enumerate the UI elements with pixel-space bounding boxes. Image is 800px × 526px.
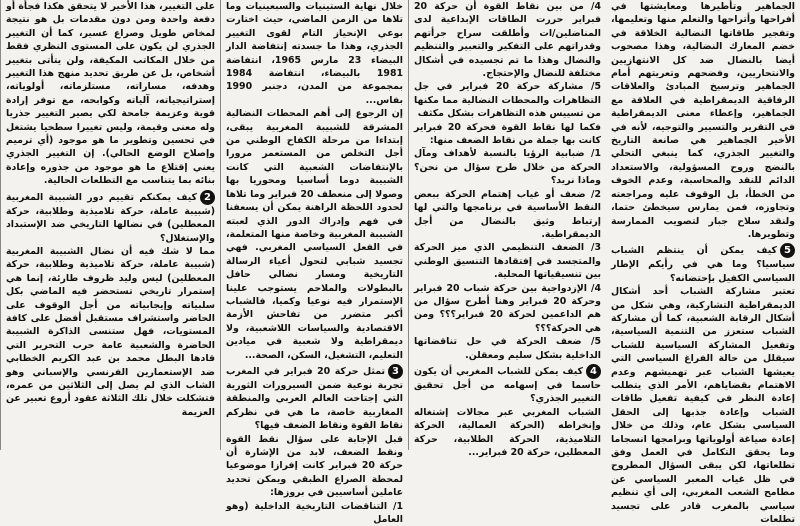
article-paragraph: مما لا شك فيه أن نضال الشبيبة المغربية (شبيبة عاملة، حركة تلاميذية وطلابية، حركة المعطلين) ليس وليد ظروف طارئة، إنما هي إستمرار تاريخي تستحضر فيه الماضي بكل سلبياته وإيجابياته من أجل الوقوف على الحاضر واستشراف مستقبل أفضل على كافة المستويات، فهل ستنسى الذاكرة الشبيبة الحاضرة والشعبية عامة حرب التحرير التي قادها البطل محمد بن عبد الكريم الخطابي ضد الإستعمارين الفرنسي والإسباني وهو الشاب الذي لم يصل إلى الثلاثين من عمره، فتشكلت خلال تلك الثلاثة عقود أروع تعبير عن العزيمة — [6, 245, 215, 418]
article-paragraph: الشباب المغربي عبر مجالات إشتغاله وإنخراطه (الحركة العمالية، الحركة التلاميذية، الحركة الطلابية، حركة المعطلين، حركة 20 فبراير... — [414, 406, 601, 458]
question-text: كيف يمكن للشباب المغربي أن يكون حاسما في إسهامه من أجل تحقيق التغيير الجذري؟ — [414, 365, 601, 405]
article-paragraph: إن الرجوع إلى أهم المحطات النضالية المشرقة للشبيبة المغربية يبقى، إبتداءا من مرحلة الكفاح الوطني من أجل التخلص من المستعمر مرورا بالإنتفاضات الشعبية التي كانت الشبيبة دوما أساسيا ومحوريا بها وصولا إلى منعطف 20 فبراير وما تلاها لحدود اللحظة الراهنة يمكن أن يسعفنا في فهم وإدراك الدور الذي لعبته الشبيبة المغربية وخاصة منها المتعلمة، في الفعل السياسي المغربي. فهي تجسيد شبابي لتحول أعياء الرسالة التاريخية ومسار نضالي حافل بالبطولات والملاحم يستوجب علينا الإستمرار فيه نوعيا وكميا، فالشباب أكبر متضرر من تفاحش الأزمة الاقتصادية والسياسات اللاشعبية، ولا ديمقراطية ولا شعبية في ميادين التعليم، التشغيل، السكن، الصحة... — [226, 108, 403, 361]
list-item: 5/ ضعف الحركة في حل تناقضاتها الداخلية بشكل سليم ومعقلن. — [414, 336, 601, 361]
article-paragraph: 4/ من بين نقاط القوة أن حركة 20 فبراير حررت الطاقات الإبداعية لدى المناضلين/ات وأطلقت سراح جرأتهم وقدراتهم على التفكير والتعبير والتنظيم والنضال وهذا ما تم تجسيده في أشكال مختلفة للنضال والإحتجاج. — [414, 1, 601, 80]
article-paragraph: على التغيير، هذا الأخير لا يتحقق هكذا فجأة أو دفعة واحدة ومن دون مقدمات بل هو نتيجة لمخاض طويل وصراع عسير، كما أن التغيير الجذري لن يكون على المستوى النظري فقط من خلال المكاتب المكيفة، ولن يتأتى بتغيير أشخاص، بل عن طريق تحديد منهج هذا التغيير وهدفه، مساراته، مستلزماته، أولوياته، إستراتيجياته، آلياته وكوابحه، مع توفر إرادة قوية وعزيمة جامحة لكي يصير التغيير جذريا وله معنى وقيمة، وليس تغييرا سطحيا يشتغل في تحسين وتطوير ما هو موجود (أي ترميم وإصلاح الوضع الحالي). إن التغيير الجذري يعني إقتلاع ما هو موجود من جذوره وإعادة بنائه بما يتناسب مع التطلعات الحالية. — [6, 1, 215, 187]
interview-question-3 — [226, 364, 403, 433]
article-paragraph: 5/ مشاركة حركة 20 فبراير في جل التظاهرات والمحطات النضالية مما مكنها من تسييس هذه التظاهرات بشكل مكثف — [414, 81, 602, 120]
question-text: كيف يمكن أن ينتظم الشباب سياسيا؟ وما هي في رأيكم الإطار السياسي الكفيل بإحتضانه؟ — [611, 245, 795, 284]
column-1 — [0, 0, 220, 450]
column-3 — [408, 0, 606, 458]
interview-question-4 — [414, 364, 601, 406]
column-4 — [606, 0, 800, 526]
article-paragraph: تعتبر مشاركة الشباب أحد أشكال الديمقراطية التشاركية، وهي شكل من أشكال الرقابة الشعبية، كما أن مشاركة الشباب ستعزز من التنمية السياسية، وتفعيل المشاركة السياسية للشباب سيقلل من حالة الفراغ السياسي التي يعيشها الشباب عبر تهميشهم وعدم الاهتمام بقضاياهم، الأمر الذي يتطلب إعادة النظر في كيفية تفعيل طاقات الشباب وإعادة جذبها إلى الحقل السياسي بشكل عام، وذلك من خلال إعادة صياغة أولوياتها وبرامجها انسجاما وما يحقق التكامل في العمل وفق تطلعاتها، لكن يبقى السؤال المطروح في ظل غياب المعبر السياسي عن مطامح الشعب المغربي، إلى أي تنظيم سياسي بالمغرب قادر على تجسيد تطلعات — [611, 286, 795, 526]
list-item: 2/ ضعف أو غياب إهتمام الحركة ببعض النقط الأساسية في برنامجها والتي لها إرتباط وثيق بالنضال من أجل الديمقراطية. — [414, 188, 601, 240]
article-paragraph: فكما لها نقاط القوة فحركة 20 فبراير كانت بها جملة من نقاط الضعف منها: — [414, 121, 601, 147]
list-item: 3/ الضعف التنظيمي الذي ميز الحركة والمتجسد في إفتقادها التنسيق الوطني بين تنسيقياتها المحلية. — [414, 242, 601, 281]
article-paragraph: خلال نهاية الستينيات والسبعينيات وما تلاها من الزمن الماضي، حيث اختارت بوعي الإنحياز التام لقوى التغيير الجذري، وهذا ما جسدته إنتفاضة الدار البيضاء 23 مارس 1965، انتفاضة 1981 بالبيضاء، انتفاضة 1984 بمجموعة من المدن، دجنبر 1990 بفاس... — [226, 1, 403, 106]
list-item: 1/ ضبابية الرؤيا بالنسبة لأهداف ومآل الحركة من خلال طرح سؤال من نحن؟ وماذا نريد؟ — [414, 148, 601, 187]
column-2 — [220, 0, 408, 526]
interview-question-2 — [6, 190, 215, 245]
question-number-badge: 4 — [586, 364, 601, 379]
list-item: 4/ الإزدواجية بين حركة شباب 20 فبراير وحركة 20 فبراير وهنا أطرح سؤال من هم الداعمين لحركة 20 فبراير؟؟؟ ومن هي الحركة؟؟؟ — [414, 282, 601, 334]
question-number-badge: 2 — [200, 190, 215, 205]
question-number-badge: 5 — [780, 243, 795, 258]
article-paragraph: قبل الإجابة على سؤال نقط القوة ونقط الضعف، لابد من الإشارة أن حركة 20 فبراير كانت إفرازا موضوعيا لمحطة الصراع الطبقي ويمكن تحديد عاملين أساسيين في بروزها: — [226, 433, 403, 499]
interview-question-5 — [611, 243, 795, 285]
article-paragraph: 1/ التناقضات التاريخية الداخلية (وهو العامل — [226, 500, 403, 526]
question-number-badge: 3 — [388, 364, 403, 379]
article-paragraph: الجماهير وتأطيرها ومعايشتها في أفراحها وأتراحها والتعلم منها وتعليمها، وتفجير طاقاتها النضالية الخلاقة في خضم المعارك النضالية، وهذا مصحوب أيضا بالنضال ضد كل الانتهازيين والانتحاريين، وفضحهم وتعريتهم أمام الجماهير وترسيخ المبادئ والعلاقات الرفاقية الديمقراطية في العلاقة مع الجماهير، وإعطاء معنى الديمقراطية في التقرير والتسيير والتوجيه، لأنه في الأخير الجماهير هي صانعة التاريخ والتغيير الجذري، كما ينبغي التحلي بالنضج وروح المسؤولية، والاستعداد الدائم للنقد والمحاسبة، وعدم الخوف من الخطأ، بل الوقوف عليه ومراجعته وتجاوزه، فمن يمارس سيخطئ حتما، ولنقد سلاح جبار لتصويب الممارسة وتطويرها. — [611, 1, 795, 240]
question-text: تمثل حركة 20 فبراير في المغرب تجربة نوعية ضمن السيرورات الثورية التي إجتاحت العالم العربي والمنطقة المغاربية خاصة، ما هي في نظركم نقاط القوة ونقاط الضعف فيها؟ — [226, 365, 403, 432]
question-text: كيف يمكنكم تقييم دور الشبيبة المغربية (شبيبة عاملة، حركة تلاميذية وطلابية، حركة المعطلين) في نضالها التاريخي ضد الإستبداد والإستغلال؟ — [6, 191, 215, 244]
